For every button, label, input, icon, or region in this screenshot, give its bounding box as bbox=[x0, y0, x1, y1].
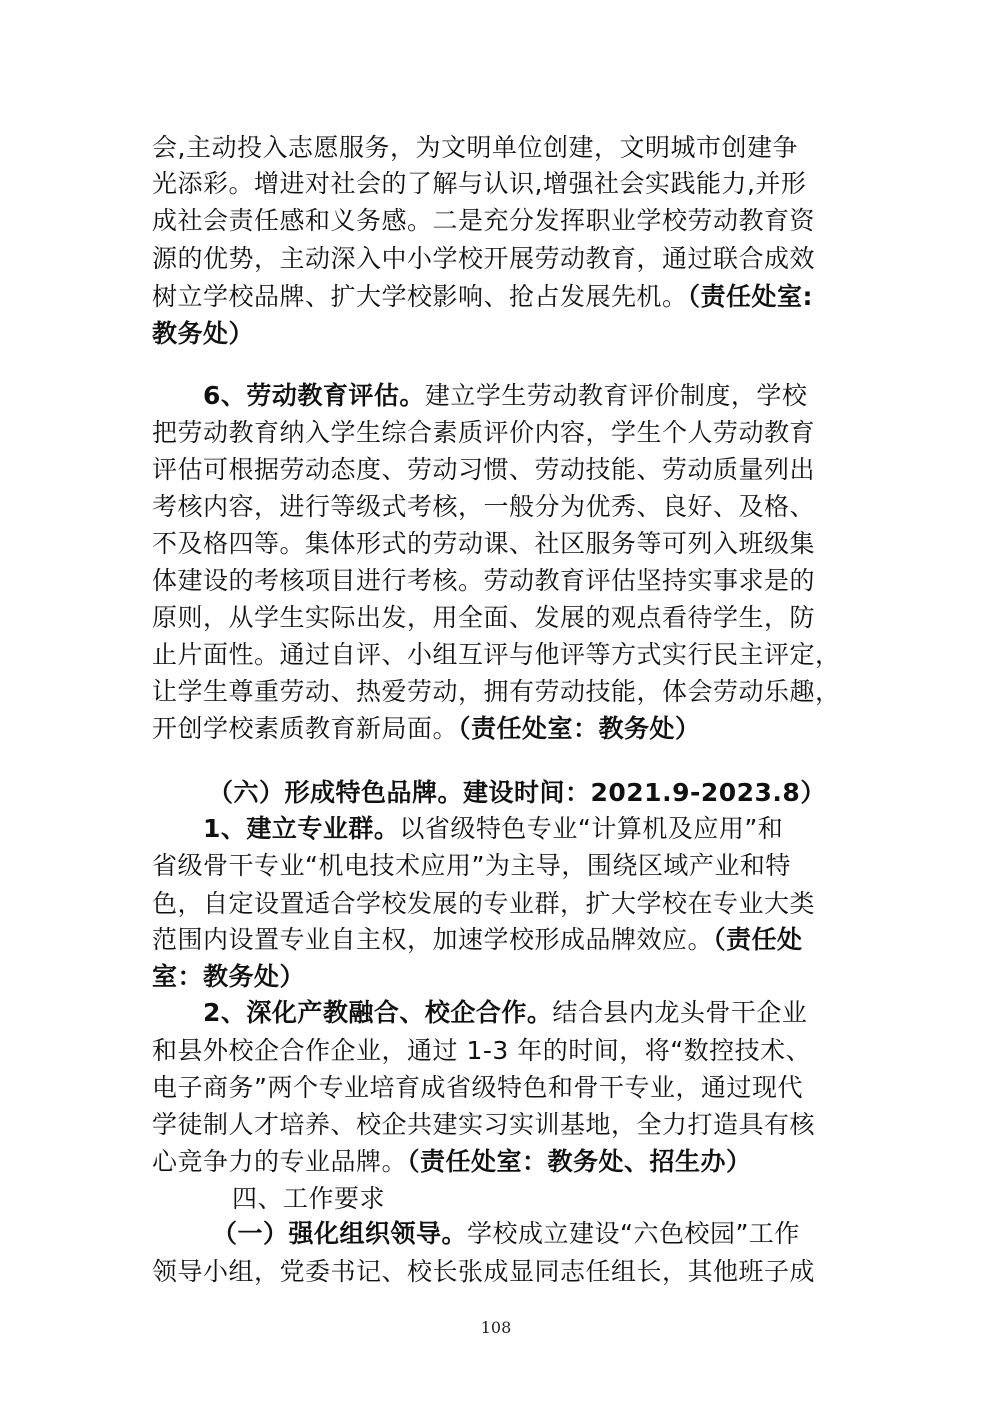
page-number: 108 bbox=[480, 1318, 512, 1337]
text-segment: 会,主动投入志愿服务，为文明单位创建，文明城市创建争 bbox=[152, 133, 798, 162]
text-segment: 心竞争力的专业品牌。 bbox=[152, 1147, 408, 1176]
text-line bbox=[152, 130, 842, 166]
text-line bbox=[152, 203, 842, 239]
text-segment: 和县外校企合作企业，通过 1-3 年的时间，将“数控技术、 bbox=[152, 1036, 812, 1065]
bold-text-segment: 2、深化产教融合、校企合作。 bbox=[203, 998, 553, 1027]
text-line bbox=[152, 959, 842, 995]
text-segment: 电子商务”两个专业培育成省级特色和骨干专业，通过现代 bbox=[152, 1073, 803, 1102]
text-line bbox=[152, 600, 842, 636]
text-segment: 领导小组，党委书记、校长张成显同志任组长，其他班子成 bbox=[152, 1257, 816, 1286]
text-segment: 学校成立建设“六色校园”工作 bbox=[467, 1219, 800, 1248]
text-line bbox=[152, 241, 842, 277]
bold-text-segment: （一）强化组织领导。 bbox=[212, 1219, 468, 1248]
text-segment: 色，自定设置适合学校发展的专业群，扩大学校在专业大类 bbox=[152, 889, 816, 918]
text-line bbox=[152, 279, 842, 315]
text-segment: 开创学校素质教育新局面。 bbox=[152, 714, 459, 743]
text-line bbox=[152, 526, 842, 562]
text-line bbox=[152, 489, 842, 525]
text-line bbox=[152, 452, 842, 488]
bold-text-segment: （责任处室：教务处） bbox=[458, 714, 701, 743]
text-line bbox=[208, 775, 842, 811]
text-line bbox=[152, 848, 842, 884]
text-segment: 省级骨干专业“机电技术应用”为主导，围绕区域产业和特 bbox=[152, 851, 791, 880]
text-segment: 树立学校品牌、扩大学校影响、抢占发展先机。 bbox=[152, 282, 688, 311]
text-line bbox=[152, 316, 842, 352]
text-segment: 源的优势，主动深入中小学校开展劳动教育，通过联合成效 bbox=[152, 244, 816, 273]
text-line bbox=[152, 1033, 842, 1069]
text-segment: 不及格四等。集体形式的劳动课、社区服务等可列入班级集 bbox=[152, 529, 816, 558]
text-segment: 光添彩。增进对社会的了解与认识,增强社会实践能力,并形 bbox=[152, 169, 807, 198]
text-segment: 评估可根据劳动态度、劳动习惯、劳动技能、劳动质量列出 bbox=[152, 455, 816, 484]
bold-text-segment: 1、建立专业群。 bbox=[203, 814, 400, 843]
text-segment: 建立学生劳动教育评价制度，学校 bbox=[424, 381, 808, 410]
text-line bbox=[152, 1254, 842, 1290]
text-segment: 结合县内龙头骨干企业 bbox=[552, 998, 808, 1027]
text-line bbox=[152, 674, 842, 710]
bold-text-segment: 教务处） bbox=[152, 319, 255, 348]
text-line bbox=[152, 886, 842, 922]
text-line bbox=[152, 1070, 842, 1106]
text-line bbox=[152, 563, 842, 599]
text-line bbox=[203, 378, 842, 414]
text-line bbox=[152, 415, 842, 451]
text-line bbox=[152, 1107, 842, 1143]
bold-text-segment: 6、劳动教育评估。 bbox=[203, 381, 425, 410]
bold-text-segment: 室：教务处） bbox=[152, 962, 306, 991]
text-segment: 止片面性。通过自评、小组互评与他评等方式实行民主评定， bbox=[152, 640, 841, 669]
text-line bbox=[152, 922, 842, 958]
text-segment: 学徒制人才培养、校企共建实习实训基地，全力打造具有核 bbox=[152, 1110, 816, 1139]
text-segment: 成社会责任感和义务感。二是充分发挥职业学校劳动教育资 bbox=[152, 206, 816, 235]
text-line bbox=[232, 1181, 842, 1217]
text-segment: 体建设的考核项目进行考核。劳动教育评估坚持实事求是的 bbox=[152, 566, 816, 595]
text-segment: 范围内设置专业自主权，加速学校形成品牌效应。 bbox=[152, 925, 714, 954]
text-segment: 让学生尊重劳动、热爱劳动，拥有劳动技能，体会劳动乐趣， bbox=[152, 677, 841, 706]
text-line bbox=[152, 637, 842, 673]
text-segment: 四、工作要求 bbox=[232, 1184, 386, 1213]
text-segment: 以省级特色专业“计算机及应用”和 bbox=[399, 814, 784, 843]
text-line bbox=[152, 166, 842, 202]
text-line bbox=[203, 811, 842, 847]
bold-text-segment: （六）形成特色品牌。建设时间：2021.9-2023.8） bbox=[208, 778, 826, 807]
text-segment: 把劳动教育纳入学生综合素质评价内容，学生个人劳动教育 bbox=[152, 418, 816, 447]
text-line bbox=[212, 1216, 842, 1252]
text-segment: 考核内容，进行等级式考核，一般分为优秀、良好、及格、 bbox=[152, 492, 816, 521]
bold-text-segment: （责任处室：教务处、招生办） bbox=[407, 1147, 752, 1176]
bold-text-segment: （责任处室: bbox=[687, 282, 814, 311]
text-segment: 原则，从学生实际出发，用全面、发展的观点看待学生，防 bbox=[152, 603, 816, 632]
bold-text-segment: （责任处 bbox=[713, 925, 803, 954]
text-line bbox=[152, 711, 842, 747]
text-line bbox=[203, 995, 842, 1031]
text-line bbox=[152, 1144, 842, 1180]
